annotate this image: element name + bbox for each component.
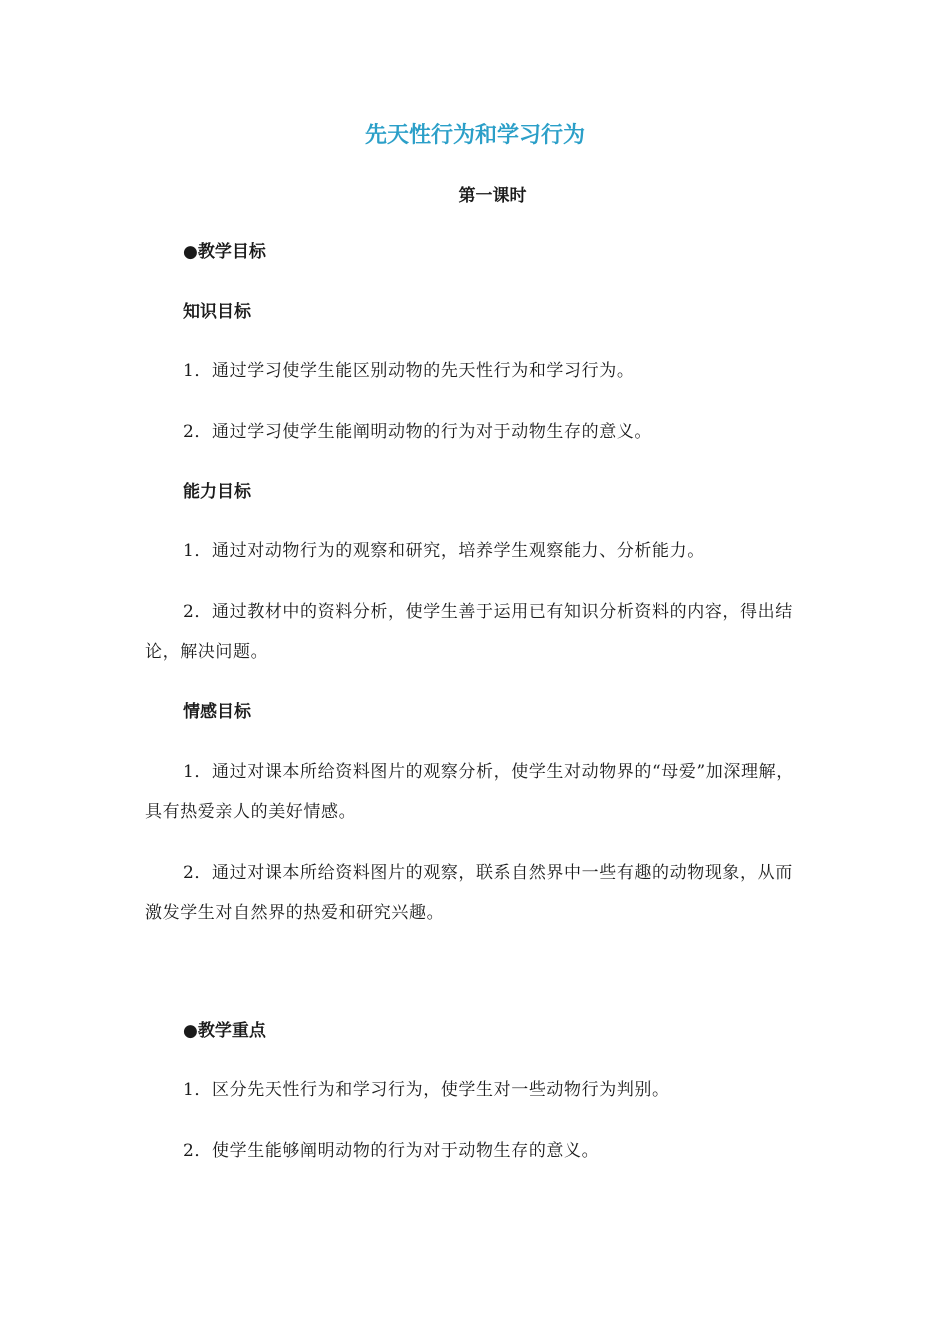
knowledge-item-2: 2．通过学习使学生能阐明动物的行为对于动物生存的意义。 xyxy=(183,422,653,442)
emotion-objectives-heading: 情感目标 xyxy=(183,702,251,722)
knowledge-objectives-heading: 知识目标 xyxy=(183,302,251,322)
key-point-item-1: 1．区分先天性行为和学习行为，使学生对一些动物行为判别。 xyxy=(183,1080,670,1100)
ability-item-2: 2．通过教材中的资料分析，使学生善于运用已有知识分析资料的内容，得出结论，解决问题。 xyxy=(145,602,793,662)
ability-item-1: 1．通过对动物行为的观察和研究，培养学生观察能力、分析能力。 xyxy=(183,541,705,561)
emotion-item-1: 1．通过对课本所给资料图片的观察分析，使学生对动物界的“母爱”加深理解，具有热爱亲人的美好情感。 xyxy=(145,762,794,822)
objectives-heading: ●教学目标 xyxy=(183,242,266,262)
ability-objectives-heading: 能力目标 xyxy=(183,482,251,502)
knowledge-item-1: 1．通过学习使学生能区别动物的先天性行为和学习行为。 xyxy=(183,361,635,381)
document-title: 先天性行为和学习行为 xyxy=(364,123,585,148)
key-point-item-2: 2．使学生能够阐明动物的行为对于动物生存的意义。 xyxy=(183,1141,600,1161)
emotion-item-2: 2．通过对课本所给资料图片的观察，联系自然界中一些有趣的动物现象，从而激发学生对自然界的热爱和研究兴趣。 xyxy=(145,863,793,923)
lesson-subtitle: 第一课时 xyxy=(458,186,527,206)
key-points-heading: ●教学重点 xyxy=(183,1021,266,1041)
